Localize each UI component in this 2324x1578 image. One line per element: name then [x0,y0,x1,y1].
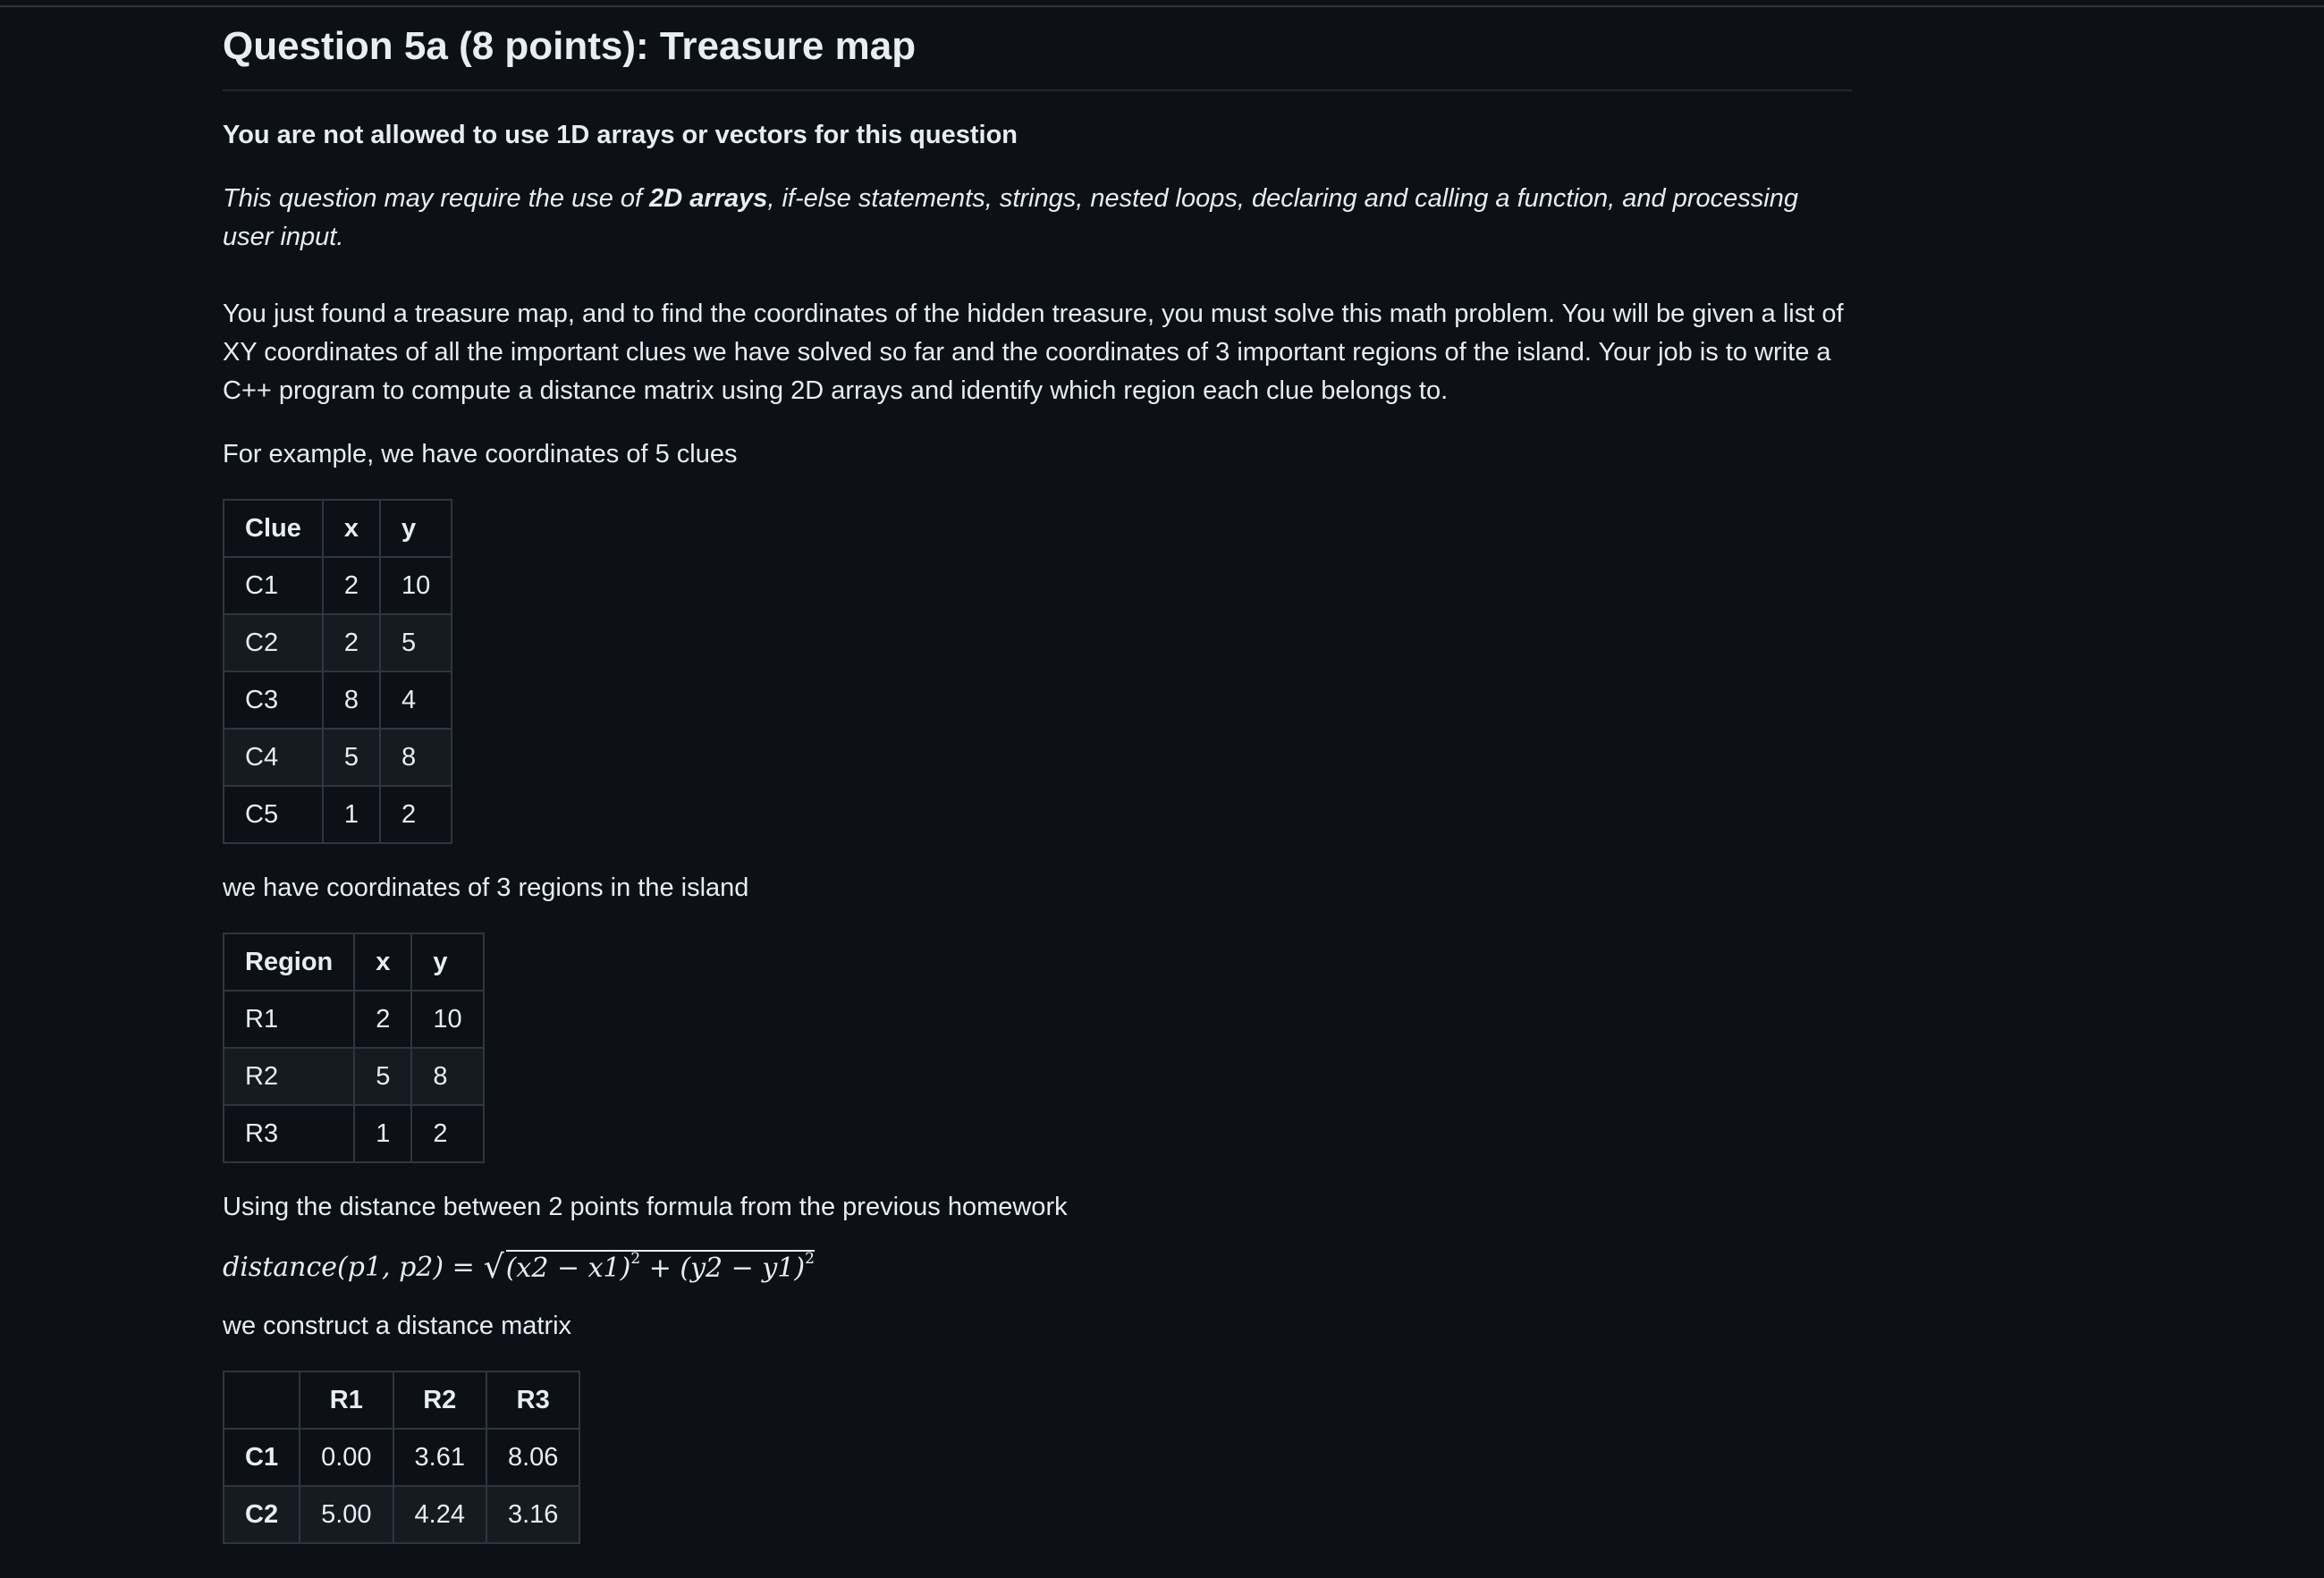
intro-paragraph: You just found a treasure map, and to find the coordinates of the hidden treasure, you must solve this math problem. You will be given a list of XY coordinates of all the important clues we have solved so far and the coordinates of 3 important regions of the island. Your job is to write a C++ program to compute a distance matrix using 2D arrays and identify which region each clue belongs to. [223,300,1844,405]
question-content [223,18,1852,1544]
distance-formula [223,1245,1852,1289]
table-cell: 2 [380,786,452,843]
table-header: R2 [393,1371,486,1429]
table-header: y [411,933,483,991]
table-cell: 8 [411,1048,483,1105]
table-cell: 5.00 [300,1486,393,1543]
table-header: y [380,500,452,557]
table-cell: 2 [323,614,380,671]
table-cell: 8 [323,671,380,729]
requirement-prefix: This question may require the use of [223,184,650,213]
formula-lhs: distance(p1, p2) = [223,1251,475,1283]
table-header: R3 [486,1371,579,1429]
table-cell: 4.24 [393,1486,486,1543]
table-cell: C5 [224,786,323,843]
top-border [0,0,2324,7]
table-header-row [224,500,452,557]
matrix-intro: we construct a distance matrix [223,1312,572,1340]
table-cell: R1 [224,991,354,1048]
table-cell: C3 [224,671,323,729]
table-cell: 2 [354,991,411,1048]
formula-term-x: (x2 − x1) [505,1253,631,1284]
table-cell: R2 [224,1048,354,1105]
table-row [224,1048,484,1105]
table-cell: C1 [224,557,323,614]
table-row-header: C1 [224,1429,300,1486]
table-header: R1 [300,1371,393,1429]
table-cell: 10 [380,557,452,614]
distance-matrix-table [223,1371,580,1544]
requirement-suffix: , if-else statements, strings, nested loops, declaring and calling a function, and processing user input. [223,184,1798,251]
table-row [224,1486,579,1543]
table-cell: 5 [354,1048,411,1105]
sqrt-icon: √ [483,1248,504,1286]
table-cell: R3 [224,1105,354,1162]
table-row [224,786,452,843]
page-title: Question 5a (8 points): Treasure map [223,18,1852,91]
table-cell: 0.00 [300,1429,393,1486]
table-cell: C2 [224,614,323,671]
clues-table [223,499,452,844]
regions-intro: we have coordinates of 3 regions in the island [223,873,749,902]
table-row [224,671,452,729]
table-row [224,991,484,1048]
table-cell: 3.61 [393,1429,486,1486]
table-cell: 2 [323,557,380,614]
table-header: Region [224,933,354,991]
restriction-note: You are not allowed to use 1D arrays or vectors for this question [223,121,1018,149]
table-cell: 4 [380,671,452,729]
table-header-row [224,933,484,991]
table-cell: C4 [224,729,323,786]
table-row [224,729,452,786]
formula-plus: + [648,1253,672,1284]
table-cell: 3.16 [486,1486,579,1543]
table-row [224,1429,579,1486]
table-cell: 1 [323,786,380,843]
table-cell: 10 [411,991,483,1048]
formula-intro: Using the distance between 2 points formula from the previous homework [223,1193,1068,1221]
table-row [224,1105,484,1162]
table-row-header: C2 [224,1486,300,1543]
formula-exponent: 2 [805,1250,815,1268]
table-header: x [323,500,380,557]
regions-table [223,932,485,1163]
table-row [224,614,452,671]
table-row [224,557,452,614]
table-header [224,1371,300,1429]
clues-intro: For example, we have coordinates of 5 clues [223,440,738,468]
table-cell: 8.06 [486,1429,579,1486]
table-header-row [224,1371,579,1429]
formula-radicand [506,1250,815,1284]
formula-exponent: 2 [630,1250,641,1268]
table-header: Clue [224,500,323,557]
table-cell: 1 [354,1105,411,1162]
table-cell: 2 [411,1105,483,1162]
table-cell: 5 [380,614,452,671]
table-cell: 8 [380,729,452,786]
requirement-bold: 2D arrays [649,184,768,213]
formula-term-y: (y2 − y1) [680,1253,806,1284]
table-header: x [354,933,411,991]
table-cell: 5 [323,729,380,786]
requirement-note [223,180,1852,257]
